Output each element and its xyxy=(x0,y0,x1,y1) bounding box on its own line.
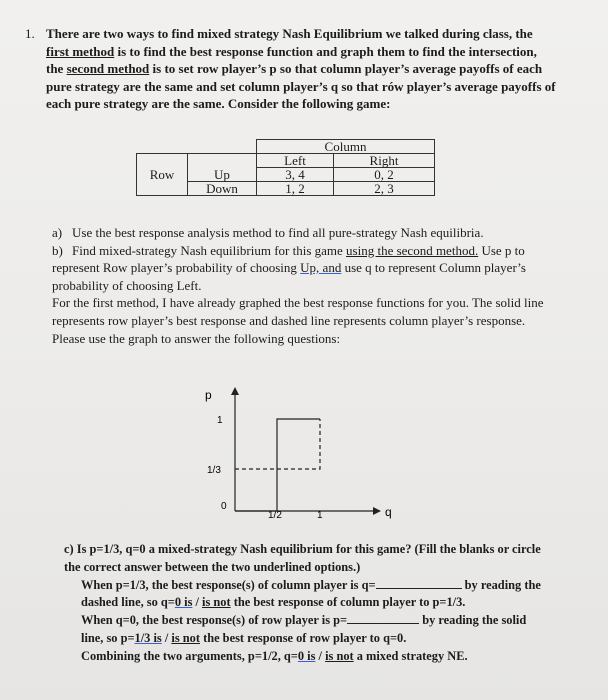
text: the best response of row player to q=0. xyxy=(199,630,407,645)
var-q: q xyxy=(330,78,339,94)
answer-blank-q[interactable] xyxy=(376,588,462,589)
second-method-term: second method xyxy=(66,61,150,77)
separator: / xyxy=(315,648,326,663)
text: a mixed strategy NE. xyxy=(353,648,468,663)
part-c-line4 xyxy=(64,612,554,630)
intro-text: is to set row player’s xyxy=(152,61,267,77)
option-is-not[interactable]: is not xyxy=(325,648,354,663)
part-c-line2 xyxy=(64,577,554,595)
separator: / xyxy=(161,630,172,645)
payoff-up-right: 0, 2 xyxy=(334,168,435,182)
column-player-header: Column xyxy=(257,140,435,154)
var-p: p xyxy=(269,61,277,77)
intro-text: so that rów player’s average payoffs of each pure strategy are the same. Consider the following game: xyxy=(46,78,556,112)
x-tick-1: 1 xyxy=(317,510,323,521)
row-best-response-solid xyxy=(235,419,320,511)
part-c-line5 xyxy=(64,630,554,648)
y-axis-arrow xyxy=(231,387,239,395)
part-a xyxy=(52,224,552,242)
part-b-text: Use p to represent Row player’s probability of choosing xyxy=(52,242,525,276)
x-axis-label: q xyxy=(385,505,392,519)
text: by reading the solid xyxy=(422,613,527,628)
part-b xyxy=(52,242,552,295)
part-c-intro xyxy=(64,541,554,577)
text: dashed line, so q= xyxy=(81,595,175,610)
text: by reading the xyxy=(464,577,541,592)
first-method-paragraph: For the first method, I have already graphed the best response functions for you. The solid line represents row player’s best response and dashed line represents column player’s response. Please use the graph to answer the following questions: xyxy=(52,295,544,346)
y-axis-label: p xyxy=(205,388,212,402)
y-tick-1-3: 1/3 xyxy=(207,465,221,476)
row-player-header: Row xyxy=(137,154,188,196)
part-c-question: Is p=1/3, q=0 a mixed-strategy Nash equilibrium for this game? (Fill the blanks or circle the correct answer between the two underlined options.) xyxy=(64,542,541,574)
option-is[interactable]: 0 is xyxy=(297,648,316,663)
text: When q=0, the best response(s) of row player is p= xyxy=(81,613,348,628)
answer-blank-p[interactable] xyxy=(347,623,419,624)
part-b-text: Find mixed-strategy Nash equilibrium for this game xyxy=(72,242,343,258)
part-a-label: a) xyxy=(52,225,63,240)
intro-text: so that column player’s average payoffs of each pure strategy are the same and set column player’s xyxy=(46,61,543,94)
text: line, so p= xyxy=(81,630,135,645)
text: Combining the two arguments, p=1/2, q= xyxy=(81,648,298,663)
part-b-second-method: using the second method. xyxy=(346,242,479,258)
game-payoff-table xyxy=(136,139,435,196)
row-label-down: Down xyxy=(188,182,257,196)
part-b-up-and: Up, and xyxy=(300,260,342,276)
col-label-left: Left xyxy=(257,154,334,168)
x-tick-1-2: 1/2 xyxy=(268,510,282,521)
option-is-not[interactable]: is not xyxy=(171,630,200,645)
part-c-line6 xyxy=(64,648,554,666)
questions-a-b xyxy=(52,224,552,347)
part-c-label: c) xyxy=(64,542,74,556)
intro-text: is to find the best response function and graph them to find the intersection, the xyxy=(46,43,537,77)
payoff-up-left: 3, 4 xyxy=(257,168,334,182)
part-c xyxy=(64,541,554,666)
text: the best response of column player to p=1/3. xyxy=(230,595,466,610)
intro-text: There are two ways to find mixed strategy Nash Equilibrium we talked during class, the xyxy=(46,26,533,41)
payoff-down-right: 2, 3 xyxy=(334,182,435,196)
col-label-right: Right xyxy=(334,154,435,168)
x-axis-arrow xyxy=(373,507,381,515)
part-c-line3 xyxy=(64,594,554,612)
part-b-label: b) xyxy=(52,242,63,258)
option-is-not[interactable]: is not xyxy=(202,595,231,610)
y-tick-0: 0 xyxy=(221,501,227,512)
option-is[interactable]: 0 is xyxy=(174,595,193,610)
question-number: 1. xyxy=(25,26,35,41)
best-response-graph xyxy=(195,385,425,525)
first-method-term: first method xyxy=(46,43,115,59)
text: When p=1/3, the best response(s) of column player is q= xyxy=(81,577,376,592)
payoff-down-left: 1, 2 xyxy=(257,182,334,196)
separator: / xyxy=(192,595,203,610)
part-b-text: use q to represent Column player’s probability of choosing Left. xyxy=(52,260,526,293)
part-a-text: Use the best response analysis method to find all pure-strategy Nash equilibria. xyxy=(72,225,484,240)
y-tick-1: 1 xyxy=(217,415,223,426)
question-intro xyxy=(46,25,556,113)
option-is[interactable]: 1/3 is xyxy=(134,630,162,645)
row-label-up: Up xyxy=(188,168,257,182)
